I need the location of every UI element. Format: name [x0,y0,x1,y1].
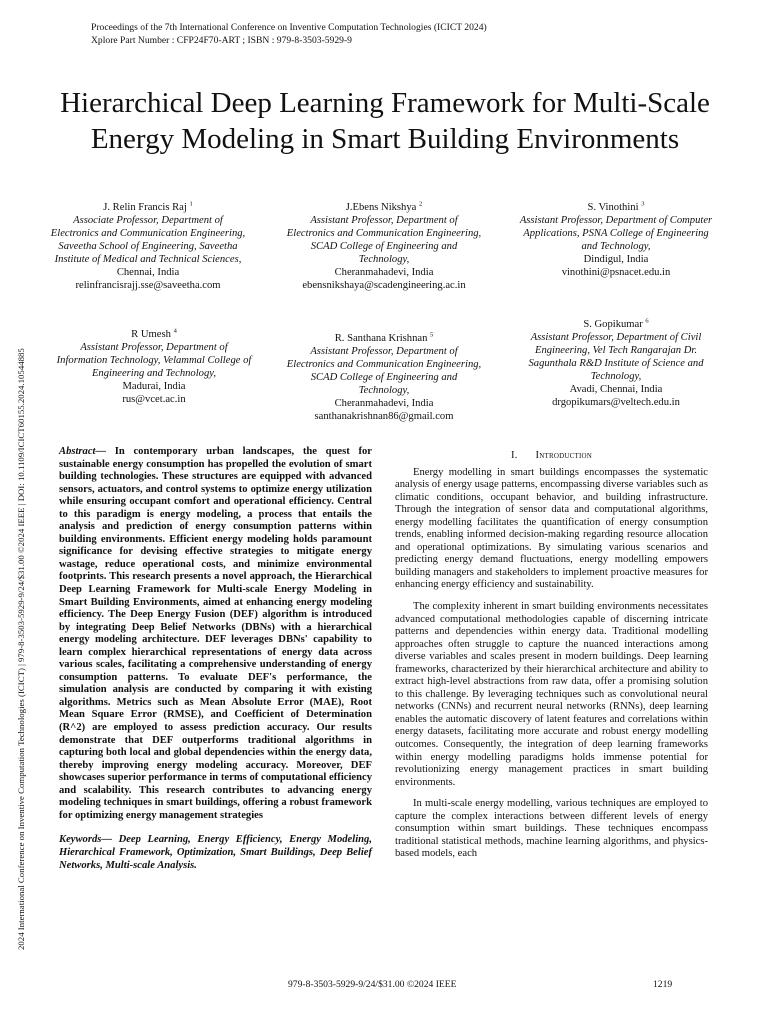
author-block [56,328,252,406]
abstract-text: In contemporary urban landscapes, the quest for sustainable energy consumption has propelled the evolution of smart building technologies. These structures are equipped with advanced sensors, actuators, and control systems to optimize energy utilization while ensuring occupant comfort and operational efficiency. Central to this paradigm is energy modeling, a process that entails the analysis and prediction of energy consumption patterns within building environments. Efficient energy modeling holds paramount significance for devising effective strategies to mitigate energy wastage, reduce operational costs, and minimize environmental footprints. This research presents a novel approach, the Hierarchical Deep Learning Framework for Multi-scale Energy Modeling in Smart Building Environments, aimed at enhancing energy modeling efficiency. The Deep Energy Fusion (DEF) algorithm is introduced by integrating Deep Belief Networks (DBNs) with a hierarchical energy modeling architecture. DEF leverages DBNs' capability to learn complex hierarchical representations of energy data across various scales, facilitating a comprehensive understanding of energy consumption patterns. To evaluate DEF's performance, the simulation analysis are conducted by comparing it with existing algorithms. Metrics such as Mean Absolute Error (MAE), Root Mean Square Error (RMSE), and Coefficient of Determination (R^2) are employed to assess prediction accuracy. Our results demonstrate that DEF outperforms traditional algorithms in capturing both local and global dependencies within the energy data, thereby improving energy modeling accuracy. Moreover, DEF showcases superior performance in terms of computational efficiency and scalability. This research contributes to advancing energy modeling techniques in smart buildings, offering a robust framework for optimizing energy management strategies [59,446,372,821]
author-index: 5 [430,331,434,339]
author-city: Madurai, India [122,381,186,392]
author-affiliation: Assistant Professor, Department of Electronics and Communication Engineering, SCAD College of Engineering and Technology, [286,215,482,265]
author-block [286,332,482,423]
author-email: vinothini@psnacet.edu.in [561,267,671,278]
author-email: santhanakrishnan86@gmail.com [314,411,454,422]
footer-code: 979-8-3503-5929-9/24/$31.00 ©2024 IEEE [288,979,457,990]
author-name: R Umesh [131,329,171,340]
paragraph: The complexity inherent in smart building environments necessitates advanced computational methodologies capable of discerning intricate patterns and dependencies within energy data. Traditional modelling approaches often struggle to capture the nuanced interactions among diverse variables and scales present in modern buildings. Deep learning frameworks, characterized by their hierarchical architecture and ability to extract high-level abstractions from raw data, offer a promising solution to this challenge. By leveraging techniques such as convolutional neural networks (CNNs) and recurrent neural networks (RNNs), deep learning enables the automatic discovery of latent features and correlations within energy datasets, facilitating more accurate and robust energy modelling outcomes. Consequently, the integration of deep learning frameworks within energy modelling paradigms holds immense potential for revolutionizing energy management practices in smart building environments. [395,601,708,788]
side-citation-text: 2024 International Conference on Inventive Computation Technologies (ICICT) | 979-8-3503-5929-9/24/$31.00 ©2024 IEEE | DOI: 10.1109/ICICT60155.2024.10544885 [16,348,26,950]
abstract-label: Abstract— [59,446,107,457]
left-column [59,446,372,872]
section-number: I. [510,450,518,461]
paper-title: Hierarchical Deep Learning Framework for Multi-Scale Energy Modeling in Smart Building Environments [60,87,710,155]
keywords-text: Deep Learning, Energy Efficiency, Energy Modeling, Hierarchical Framework, Optimization, Smart Buildings, Deep Belief Networks, Multi-scale Analysis. [59,834,372,871]
author-name: J.Ebens Nikshya [345,202,417,213]
author-email: drgopikumars@veltech.edu.in [552,397,680,408]
paragraph: In multi-scale energy modelling, various techniques are employed to capture the complex interactions between different levels of energy consumption within smart buildings. These techniques encompass traditional statistical methods, machine learning algorithms, and physics-based models, each [395,798,708,860]
author-block [286,201,482,292]
abstract [59,446,372,822]
author-affiliation: Assistant Professor, Department of Civil Engineering, Vel Tech Rangarajan Dr. Sagunthala R&D Institute of Science and Technology, [528,332,704,382]
author-affiliation: Assistant Professor, Department of Electronics and Communication Engineering, SCAD College of Engineering and Technology, [286,346,482,396]
author-index: 1 [189,200,193,208]
author-block [50,201,246,292]
page-number: 1219 [653,979,673,990]
author-index: 3 [641,200,645,208]
author-city: Chennai, India [116,267,180,278]
author-city: Avadi, Chennai, India [569,384,663,395]
author-affiliation: Assistant Professor, Department of Computer Applications, PSNA College of Engineering and Technology, [519,215,713,252]
author-index: 2 [419,200,423,208]
author-block [518,201,714,279]
conference-header [91,22,487,47]
right-column [395,450,708,870]
keywords [59,834,372,872]
author-name: J. Relin Francis Raj [103,202,187,213]
author-city: Cheranmahadevi, India [334,398,434,409]
author-name: S. Gopikumar [583,319,643,330]
author-name: R. Santhana Krishnan [334,333,428,344]
author-affiliation: Associate Professor, Department of Electronics and Communication Engineering, Saveetha School of Engineering, Saveetha Institute of Medical and Technical Sciences, [50,215,246,265]
section-heading [395,450,708,463]
author-email: ebensnikshaya@scadengineering.ac.in [302,280,466,291]
author-block [518,318,714,409]
author-city: Cheranmahadevi, India [334,267,434,278]
author-email: relinfrancisrajj.sse@saveetha.com [75,280,221,291]
author-affiliation: Assistant Professor, Department of Information Technology, Velammal College of Engineering and Technology, [56,342,252,379]
author-name: S. Vinothini [587,202,639,213]
author-index: 4 [173,327,177,335]
author-city: Dindigul, India [583,254,649,265]
author-email: rus@vcet.ac.in [122,394,186,405]
section-title: Introduction [535,450,593,461]
header-line-2: Xplore Part Number : CFP24F70-ART ; ISBN : 979-8-3503-5929-9 [91,34,352,46]
header-line-1: Proceedings of the 7th International Conference on Inventive Computation Technologies (ICICT 2024) [91,22,487,33]
author-index: 6 [645,317,649,325]
paragraph: Energy modelling in smart buildings encompasses the systematic analysis of energy usage patterns, encompassing diverse variables such as climatic conditions, occupant behavior, and building infrastructure. Through the integration of sensor data and computational algorithms, energy modelling facilitates the quantification of energy consumption trends, enabling informed decision-making regarding resource allocation and operational optimizations. By simulating various scenarios and predicting energy demand fluctuations, energy modelling empowers building managers and stakeholders to implement proactive measures for enhancing energy efficiency and sustainability. [395,466,708,591]
keywords-label: Keywords— [59,834,112,846]
